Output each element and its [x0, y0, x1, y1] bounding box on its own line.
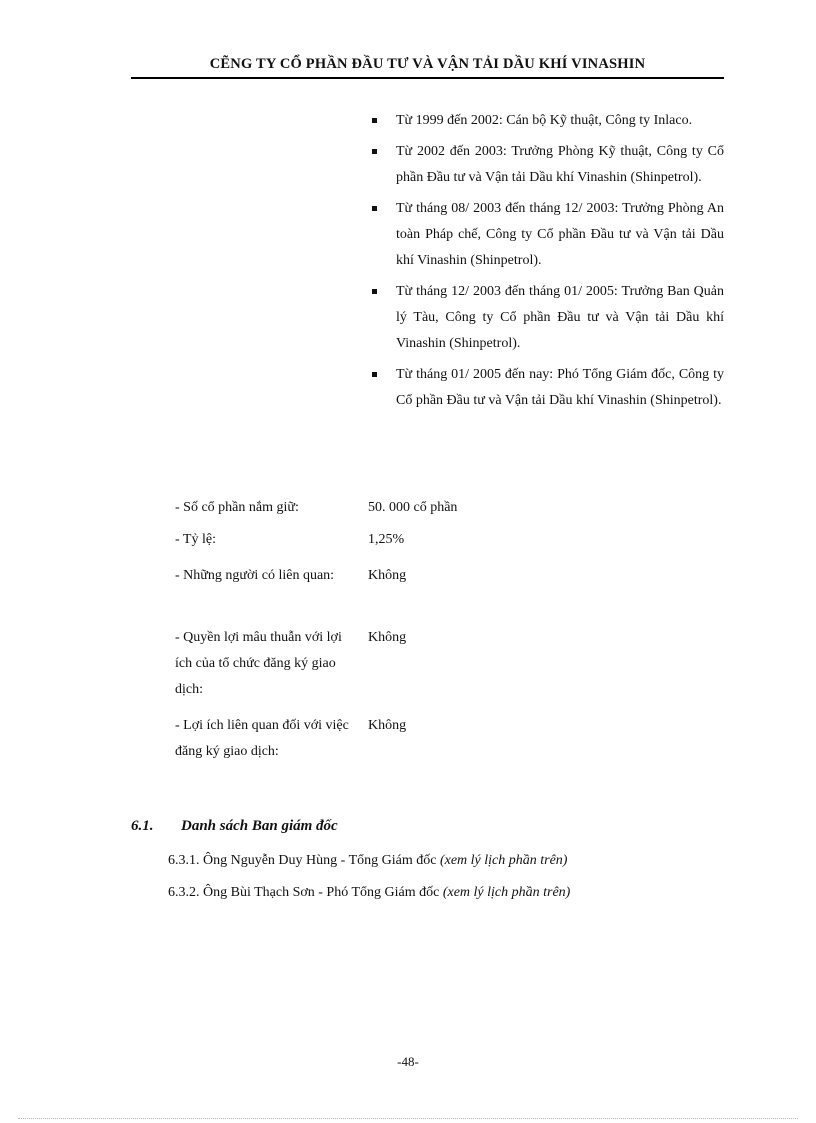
square-bullet-icon [372, 149, 377, 154]
benefit-label: - Lợi ích liên quan đối với việc đăng ký giao dịch: [175, 718, 349, 759]
list-item: Từ tháng 01/ 2005 đến nay: Phó Tổng Giám đốc, Công ty Cổ phần Đầu tư và Vận tải Dầu khí Vinashin (Shinpetrol). [370, 362, 724, 414]
page-header-title: CẼNG TY CỔ PHẦN ĐẦU TƯ VÀ VẬN TẢI DẦU KHÍ VINASHIN [209, 56, 646, 72]
conflict-label: - Quyền lợi mâu thuẫn với lợi ích của tổ chức đăng ký giao dịch: [175, 630, 342, 697]
list-item: Từ 2002 đến 2003: Trưởng Phòng Kỹ thuật, Công ty Cổ phần Đầu tư và Vận tải Dầu khí Vinashin (Shinpetrol). [370, 139, 724, 191]
shares-value: 50. 000 cổ phần [368, 500, 458, 515]
square-bullet-icon [372, 118, 377, 123]
list-item: 6.3.1. Ông Nguyễn Duy Hùng - Tổng Giám đốc (xem lý lịch phần trên) [168, 853, 568, 868]
section-number: 6.1. [131, 818, 154, 834]
header-divider [131, 77, 724, 79]
list-item: Từ 1999 đến 2002: Cán bộ Kỹ thuật, Công ty Inlaco. [370, 108, 724, 134]
square-bullet-icon [372, 372, 377, 377]
ratio-value: 1,25% [368, 532, 405, 547]
list-item: Từ tháng 12/ 2003 đến tháng 01/ 2005: Trưởng Ban Quản lý Tàu, Công ty Cổ phần Đầu tư và Vận tải Dầu khí Vinashin (Shinpetrol). [370, 279, 724, 357]
ratio-label: - Tỷ lệ: [175, 532, 216, 547]
section-heading [131, 818, 338, 835]
related-persons-label: - Những người có liên quan: [175, 568, 335, 583]
page-bottom-border [18, 1118, 798, 1119]
square-bullet-icon [372, 206, 377, 211]
shares-label: - Số cổ phần nắm giữ: [175, 500, 299, 515]
benefit-value: Không [368, 718, 407, 733]
related-persons-value: Không [368, 568, 407, 583]
square-bullet-icon [372, 289, 377, 294]
list-item: Từ tháng 08/ 2003 đến tháng 12/ 2003: Trưởng Phòng An toàn Pháp chế, Công ty Cổ phần Đầu tư và Vận tải Dầu khí Vinashin (Shinpetrol). [370, 196, 724, 274]
list-item: 6.3.2. Ông Bùi Thạch Sơn - Phó Tổng Giám đốc (xem lý lịch phần trên) [168, 885, 571, 900]
career-history-list [370, 108, 724, 419]
conflict-value: Không [368, 630, 407, 645]
section-title: Danh sách Ban giám đốc [181, 818, 338, 834]
page-number: -48- [397, 1054, 419, 1069]
